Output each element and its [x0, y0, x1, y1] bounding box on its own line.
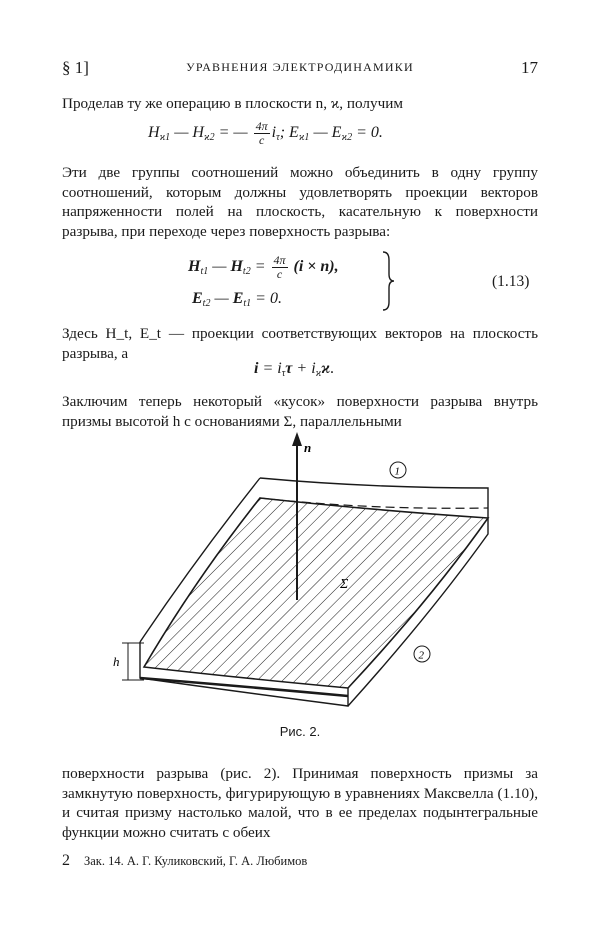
paragraph-2: Эти две группы соотношений можно объединить в одну группу соотношений, которым должны удовлетворять проекции векторов напряженности полей на плоскость, касательную к поверхности разрыва, при переходе через поверхность разрыва: — [62, 164, 538, 240]
paragraph-5: поверхности разрыва (рис. 2). Принимая поверхность призмы за замкнутую поверхность, фигурирующую в уравнениях Максвелла (1.10), и считая призму настолько малой, что в ее пределах подынтегральные функции можно считать с обеих — [62, 765, 538, 841]
figure-caption: Рис. 2. — [279, 724, 321, 739]
footer — [62, 852, 307, 870]
prism-figure — [100, 430, 510, 720]
paragraph-4: Заключим теперь некоторый «кусок» поверхности разрыва внутрь призмы высотой h с основаниями Σ, параллельными — [62, 393, 538, 430]
equation-1-13-line-1: $H_{t1}$ — $H_{t2}$ = $\frac{4\pi}{c}$ (i × n), — [188, 253, 339, 281]
surface-hatch — [144, 498, 488, 688]
paragraph-3: Здесь H_t, E_t — проекции соответствующих векторов на плоскость разрыва, а — [62, 325, 538, 362]
equation-number: (1.13) — [492, 273, 530, 290]
running-head — [62, 58, 538, 80]
label-h: h — [113, 654, 120, 669]
equation-h-kappa: $H_{ϰ1}$ — $H_{ϰ2}$ = — $\frac{4\pi}{c}$ $i_\tau$; $E_{ϰ1}$ — $E_{ϰ2} = 0$. — [148, 119, 383, 147]
footer-text: Зак. 14. А. Г. Куликовский, Г. А. Любимов — [84, 854, 308, 868]
running-title: УРАВНЕНИЯ ЭЛЕКТРОДИНАМИКИ — [186, 60, 414, 74]
section-mark: § 1] — [62, 58, 89, 77]
equation-1-13-line-2: $E_{t2}$ — $E_{t1} = 0$. — [192, 290, 282, 309]
signature-mark: 2 — [62, 852, 70, 869]
label-region-2: 2 — [418, 649, 424, 662]
label-sigma: Σ — [340, 577, 349, 592]
page-number: 17 — [521, 58, 538, 77]
right-brace-icon — [380, 250, 396, 312]
paragraph-1: Проделав ту же операцию в плоскости n, ϰ, получим — [62, 95, 403, 112]
label-region-1: 1 — [394, 465, 400, 478]
equation-current: $i = i_\tau\tau + i_ϰϰ$. — [254, 360, 335, 379]
label-n: n — [304, 440, 312, 455]
